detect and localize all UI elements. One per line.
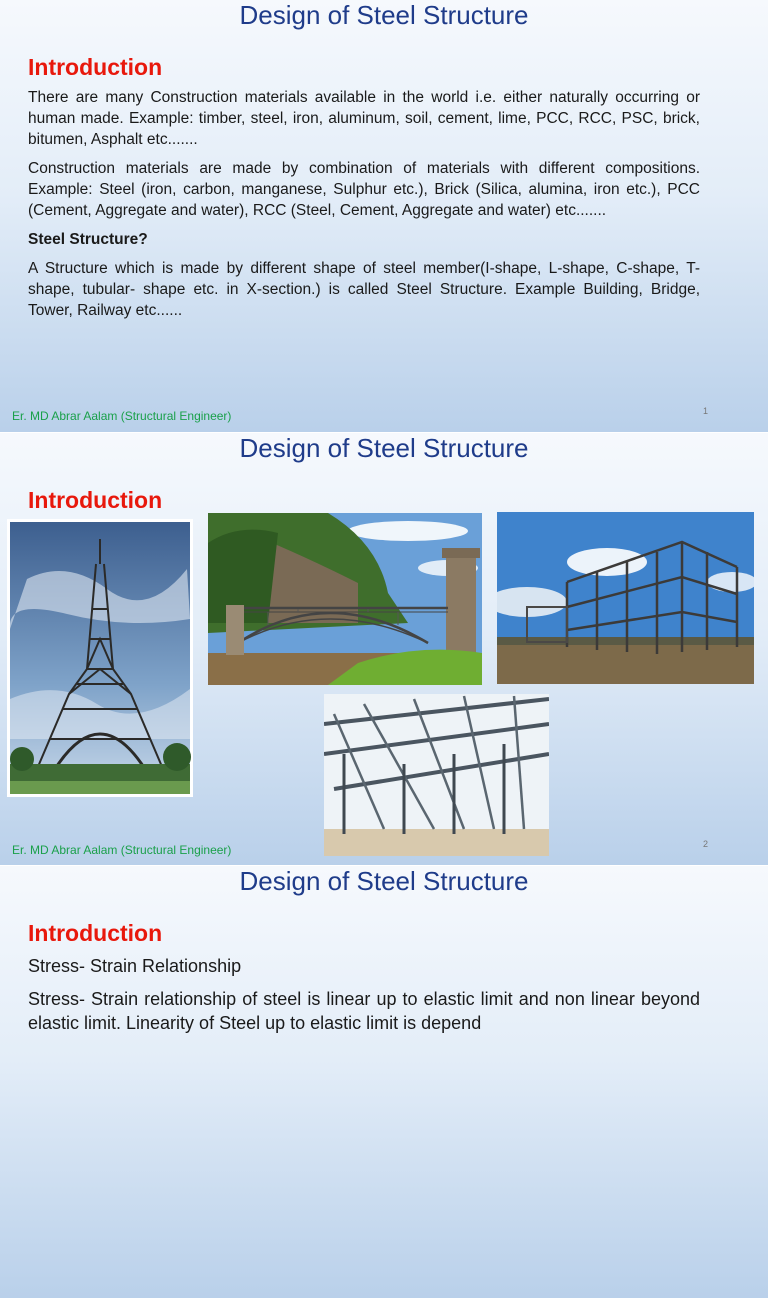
slide-body	[28, 954, 700, 1035]
page-number: 2	[702, 839, 708, 849]
subheading-stress-strain: Stress- Strain Relationship	[28, 956, 242, 976]
section-heading: Introduction	[28, 487, 163, 513]
paragraph-materials: There are many Construction materials available in the world i.e. either naturally occurring or human made. Example: timber, steel, iron, aluminum, soil, cement, lime, PCC, RCC, PSC, brick, bitumen, Asphalt etc.......	[28, 89, 700, 148]
section-heading: Introduction	[28, 54, 163, 80]
footer-author: Er. MD Abrar Aalam (Structural Engineer)	[12, 409, 232, 423]
footer-author: Er. MD Abrar Aalam (Structural Engineer)	[12, 843, 232, 857]
steel-frame-building-image	[497, 512, 754, 684]
slide-2	[0, 433, 768, 865]
slide-3	[0, 866, 768, 1298]
slide-1	[0, 0, 768, 432]
paragraph-compositions: Construction materials are made by combination of materials with different compositions. Example: Steel (iron, carbon, manganese, Sulphur etc.), Brick (Silica, alumina, iron etc.), PCC (Cement, Aggregate and water), RCC (Steel, Cement, Aggregate and water) etc.......	[28, 160, 700, 219]
section-heading: Introduction	[28, 920, 163, 946]
slide-body	[28, 87, 700, 329]
slide-title: Design of Steel Structure	[239, 433, 529, 463]
slide-title: Design of Steel Structure	[239, 0, 529, 30]
eiffel-tower-image	[7, 519, 193, 797]
slide-title: Design of Steel Structure	[239, 866, 529, 896]
steel-roof-truss-image	[324, 694, 549, 856]
paragraph-definition: A Structure which is made by different shape of steel member(I-shape, L-shape, C-shape, T-shape, tubular- shape etc. in X-section.) is called Steel Structure. Example Building, Bridge, Tower, Railway etc......	[28, 260, 700, 319]
paragraph-stress-strain: Stress- Strain relationship of steel is linear up to elastic limit and non linear beyond elastic limit. Linearity of Steel up to elastic limit is depend	[28, 989, 700, 1033]
subheading-steel-structure: Steel Structure?	[28, 231, 148, 248]
arch-bridge-image	[208, 513, 482, 685]
page-number: 1	[702, 406, 708, 416]
